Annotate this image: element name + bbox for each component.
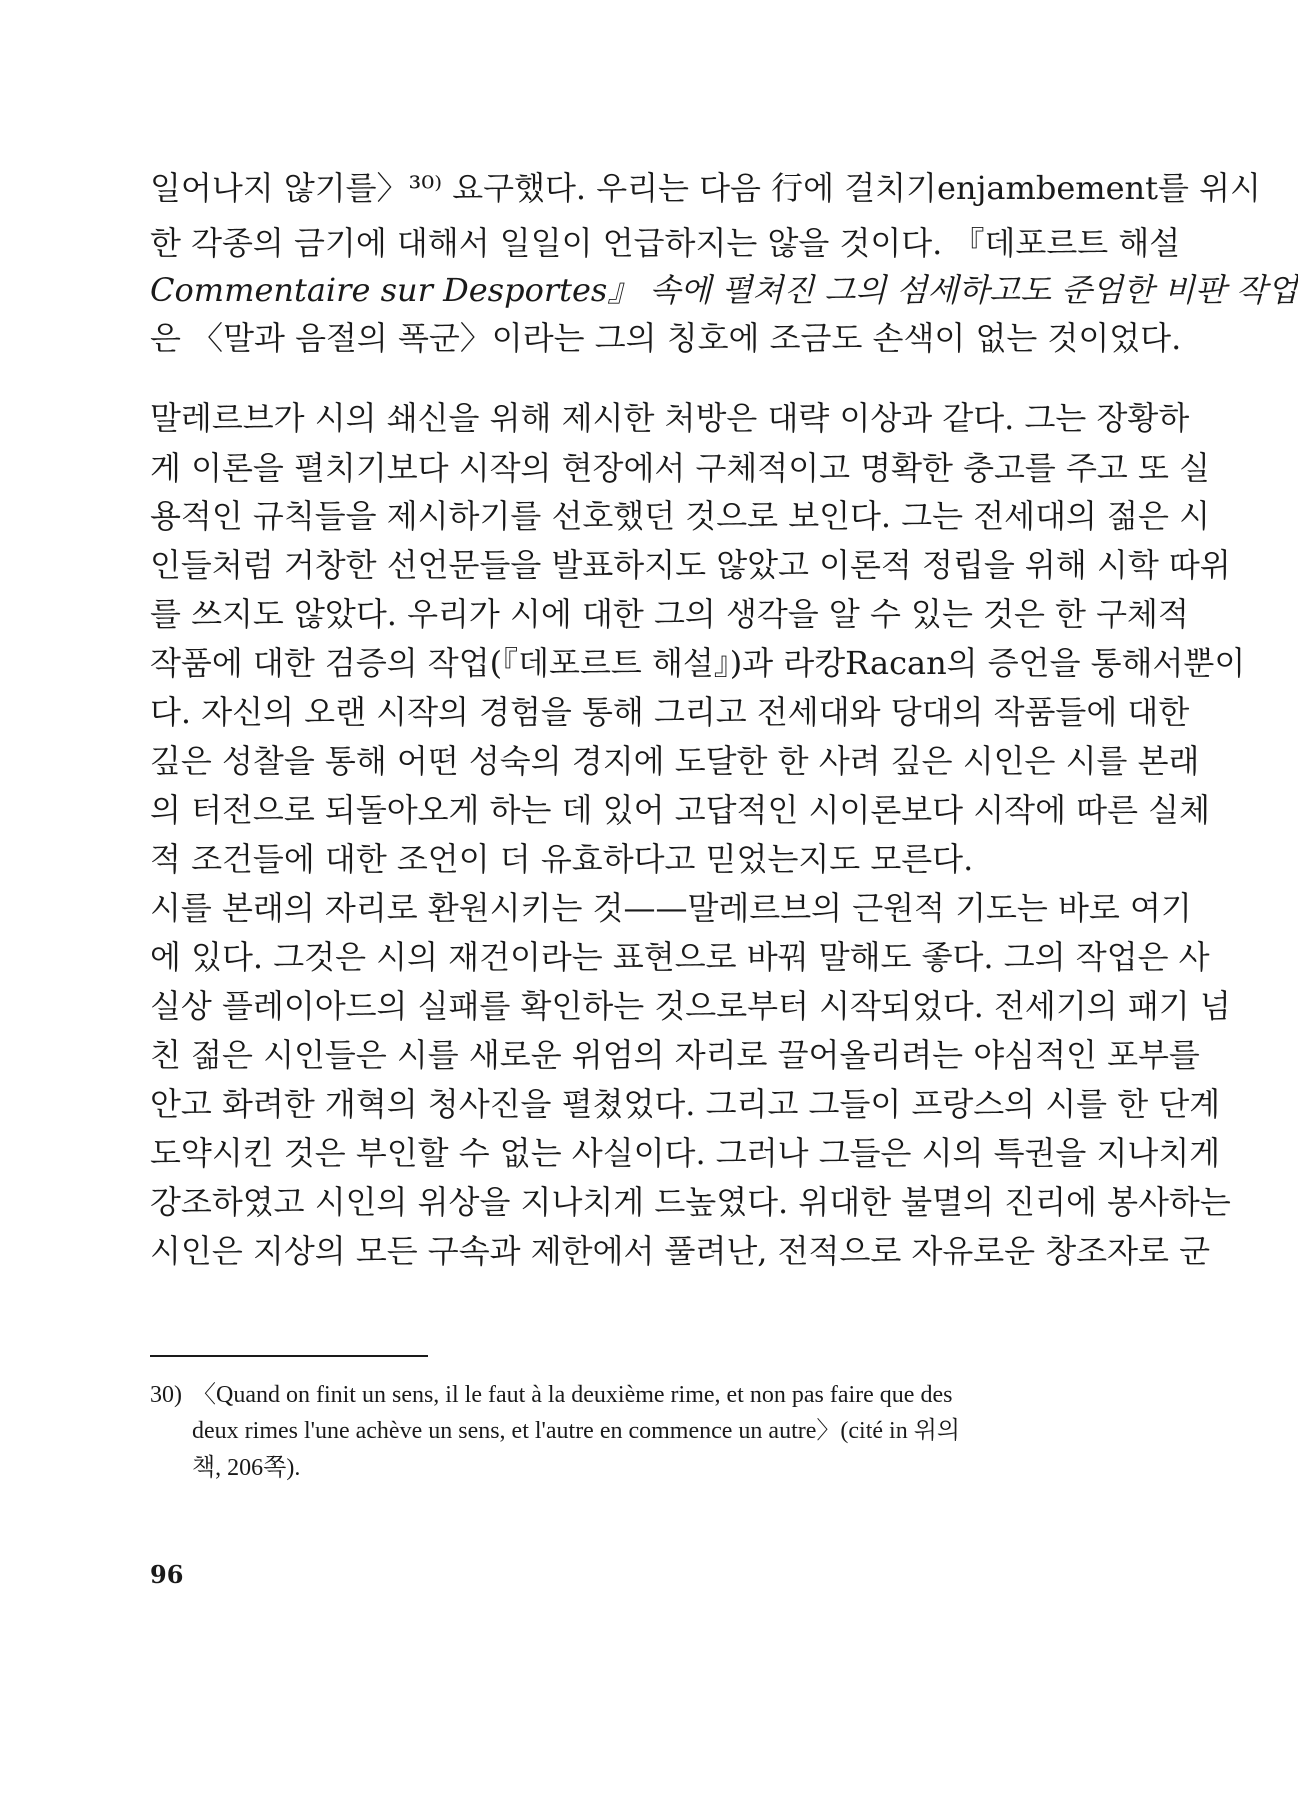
p2-line-2: 게 이론을 펼치기보다 시작의 현장에서 구체적이고 명확한 충고를 주고 또 실 <box>150 449 1210 487</box>
p3-line-4: 친 젊은 시인들은 시를 새로운 위엄의 자리로 끌어올리려는 야심적인 포부를 <box>150 1036 1200 1074</box>
p1-line-1: 일어나지 않기를〉³⁰⁾ 요구했다. 우리는 다음 行에 걸치기enjambement를 위시 <box>150 169 1261 207</box>
p3-line-7: 강조하였고 시인의 위상을 지나치게 드높였다. 위대한 불멸의 진리에 봉사하는 <box>150 1183 1231 1221</box>
p2-line-3: 용적인 규칙들을 제시하기를 선호했던 것으로 보인다. 그는 전세대의 젊은 시 <box>150 497 1210 535</box>
p2-line-1: 말레르브가 시의 쇄신을 위해 제시한 처방은 대략 이상과 같다. 그는 장황하 <box>150 399 1190 437</box>
p2-line-5: 를 쓰지도 않았다. 우리가 시에 대한 그의 생각을 알 수 있는 것은 한 구체적 <box>150 595 1189 633</box>
p3-line-3: 실상 플레이아드의 실패를 확인하는 것으로부터 시작되었다. 전세기의 패기 넘 <box>150 987 1231 1025</box>
p1-line-2: 한 각종의 금기에 대해서 일일이 언급하지는 않을 것이다. 『데포르트 해설 <box>150 224 1181 262</box>
footnote-divider <box>150 1355 428 1357</box>
p1-line-4: 은 〈말과 음절의 폭군〉이라는 그의 칭호에 조금도 손색이 없는 것이었다. <box>150 319 1182 357</box>
footnote-number: 30) <box>150 1382 182 1408</box>
p2-line-9: 의 터전으로 되돌아오게 하는 데 있어 고답적인 시이론보다 시작에 따른 실체 <box>150 791 1210 829</box>
p2-line-4: 인들처럼 거창한 선언문들을 발표하지도 않았고 이론적 정립을 위해 시학 따위 <box>150 546 1231 584</box>
footnote-line-1: 〈Quand on finit un sens, il le faut à la deuxième rime, et non pas faire que des <box>192 1382 953 1408</box>
p1-line-3: Commentaire sur Desportes』 속에 펼쳐진 그의 섬세하고도 준엄한 비판 작업 <box>150 271 1298 309</box>
footnote-line-3: 책, 206쪽). <box>192 1455 301 1481</box>
p3-line-2: 에 있다. 그것은 시의 재건이라는 표현으로 바꿔 말해도 좋다. 그의 작업은 사 <box>150 938 1210 976</box>
p3-line-8: 시인은 지상의 모든 구속과 제한에서 풀려난, 전적으로 자유로운 창조자로 군 <box>150 1232 1210 1270</box>
p3-line-1: 시를 본래의 자리로 환원시키는 것——말레르브의 근원적 기도는 바로 여기 <box>150 889 1192 927</box>
p2-line-6: 작품에 대한 검증의 작업(『데포르트 해설』)과 라캉Racan의 증언을 통해서뿐이 <box>150 644 1246 682</box>
p3-line-5: 안고 화려한 개혁의 청사진을 펼쳤었다. 그리고 그들이 프랑스의 시를 한 단계 <box>150 1085 1221 1123</box>
p2-line-8: 깊은 성찰을 통해 어떤 성숙의 경지에 도달한 한 사려 깊은 시인은 시를 본래 <box>150 742 1200 780</box>
p2-line-10: 적 조건들에 대한 조언이 더 유효하다고 믿었는지도 모른다. <box>150 840 974 878</box>
p2-line-7: 다. 자신의 오랜 시작의 경험을 통해 그리고 전세대와 당대의 작품들에 대한 <box>150 693 1190 731</box>
page-number: 96 <box>150 1560 184 1589</box>
footnote-line-2: deux rimes l'une achève un sens, et l'autre en commence un autre〉(cité in 위의 <box>192 1418 961 1444</box>
p3-line-6: 도약시킨 것은 부인할 수 없는 사실이다. 그러나 그들은 시의 특권을 지나치게 <box>150 1134 1221 1172</box>
